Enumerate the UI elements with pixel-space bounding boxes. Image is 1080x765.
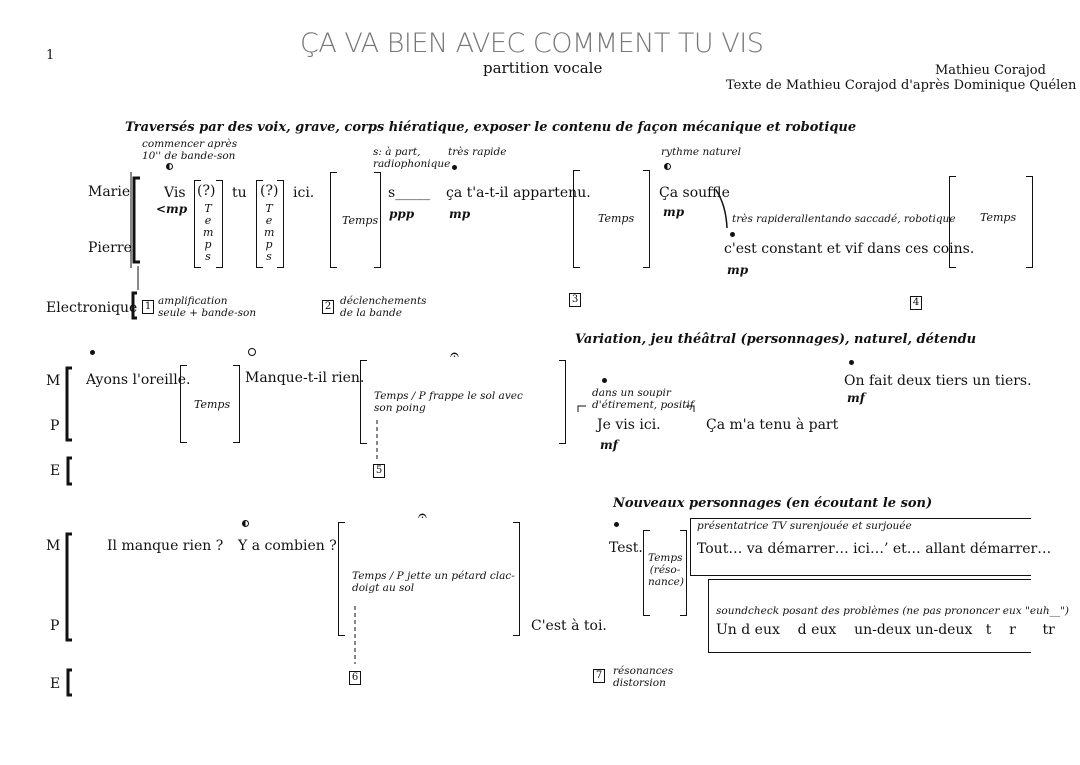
lyric-undeux: Un d eux d eux un-deux un-deux t r tr: [716, 622, 1055, 638]
note-tres-rapide-2: très rapide: [732, 213, 791, 225]
lyric-constant: c'est constant et vif dans ces coins.: [724, 241, 975, 257]
lyric-combien: Y a combien ?: [238, 538, 337, 554]
fermata-icon: 𝄐: [418, 506, 427, 525]
cue-box-4: 4: [910, 296, 922, 310]
voice-label-electronique: Electronique: [46, 300, 138, 316]
question-2: (?): [260, 183, 279, 199]
temps-label: Temps: [342, 214, 379, 227]
note-apart: s: à part, radiophonique: [373, 146, 451, 170]
lyric-manque: Manque-t-il rien.: [245, 370, 365, 386]
lyric-tout: Tout… va démarrer… ici…’ et… allant démarrer…: [697, 541, 1052, 557]
lyric-souffle: Ça souffle: [659, 185, 730, 201]
lyric-s: s_____: [388, 185, 431, 201]
cue-7-text: résonances distorsion: [613, 665, 674, 689]
voice-label-p: P: [50, 418, 60, 434]
section-heading-3: Nouveaux personnages (en écoutant le son): [613, 496, 933, 511]
cue-box-2: 2: [322, 300, 334, 314]
section-heading-2: Variation, jeu théâtral (personnages), naturel, détendu: [575, 332, 977, 347]
dynamic-appartenu: mp: [449, 207, 471, 221]
temps-vertical-2: T e m p s: [264, 202, 275, 263]
cue-box-3: 3: [569, 293, 581, 307]
voice-label-p: P: [50, 618, 60, 634]
lyric-oreille: Ayons l'oreille.: [86, 372, 191, 388]
lyric-vis: Vis: [164, 185, 186, 201]
cue-1-text: amplification seule + bande-son: [158, 295, 257, 319]
lyric-toi: C'est à toi.: [531, 618, 607, 634]
cue-box-1: 1: [142, 300, 154, 314]
lyric-tiers: On fait deux tiers un tiers.: [844, 373, 1032, 389]
temps-resonance: Temps (réso-nance): [648, 552, 684, 588]
voice-label-marie: Marie: [88, 184, 131, 200]
voice-label-e: E: [50, 463, 61, 479]
question-1: (?): [197, 183, 216, 199]
note-rallentando: rallentando saccadé, robotique: [790, 213, 956, 225]
note-rythme: rythme naturel: [661, 146, 742, 158]
fermata-icon: 𝄐: [450, 345, 459, 364]
temps-vertical-1: T e m p s: [203, 202, 214, 263]
page-title: ÇA VA BIEN AVEC COMMENT TU VIS: [300, 28, 764, 59]
voice-label-pierre: Pierre: [88, 240, 132, 256]
cue-box-5: 5: [373, 464, 385, 478]
cue-2-text: déclenchements de la bande: [340, 295, 427, 319]
voice-label-m: M: [46, 538, 61, 554]
dynamic-constant: mp: [727, 263, 749, 277]
page-number: 1: [46, 48, 55, 63]
dynamic-tiers: mf: [847, 391, 865, 405]
subtitle: partition vocale: [483, 59, 603, 77]
temps-label: Temps: [598, 212, 635, 225]
dynamic-vis: <mp: [156, 202, 188, 216]
lyric-appartenu: ça t'a-t-il appartenu.: [446, 185, 591, 201]
dynamic-souffle: mp: [663, 205, 685, 219]
note-tres-rapide: très rapide: [448, 146, 507, 158]
lyric-manque-rien: Il manque rien ?: [107, 538, 224, 554]
note-presentatrice: présentatrice TV surenjouée et surjouée: [697, 520, 912, 532]
temps-frappe: Temps / P frappe le sol avec son poing: [374, 390, 523, 414]
voice-label-e: E: [50, 676, 61, 692]
cue-box-6: 6: [349, 671, 361, 685]
temps-label: Temps: [980, 211, 1017, 224]
lyric-ici: ici.: [293, 185, 315, 201]
cue-box-7: 7: [593, 669, 605, 683]
lyric-jevis: Je vis ici.: [597, 417, 661, 433]
section-heading-1: Traversés par des voix, grave, corps hiératique, exposer le contenu de façon mécanique et robotique: [125, 120, 857, 135]
lyric-tenu: Ça m'a tenu à part: [706, 417, 839, 433]
dynamic-jevis: mf: [600, 438, 618, 452]
lyric-test: Test.: [609, 540, 643, 556]
lyric-tu: tu: [232, 185, 247, 201]
cue-start-note: commencer après 10'' de bande-son: [142, 138, 238, 162]
note-soundcheck: soundcheck posant des problèmes (ne pas prononcer eux "euh__"): [716, 605, 1070, 617]
note-soupir: dans un soupir d'étirement, positif: [592, 387, 694, 411]
composer: Mathieu Corajod: [935, 63, 1046, 78]
dynamic-s: ppp: [389, 207, 415, 221]
temps-label: Temps: [194, 398, 231, 411]
text-credit: Texte de Mathieu Corajod d'après Dominique Quélen: [726, 78, 1077, 93]
temps-petard: Temps / P jette un pétard clac-doigt au sol: [352, 570, 515, 594]
voice-label-m: M: [46, 373, 61, 389]
